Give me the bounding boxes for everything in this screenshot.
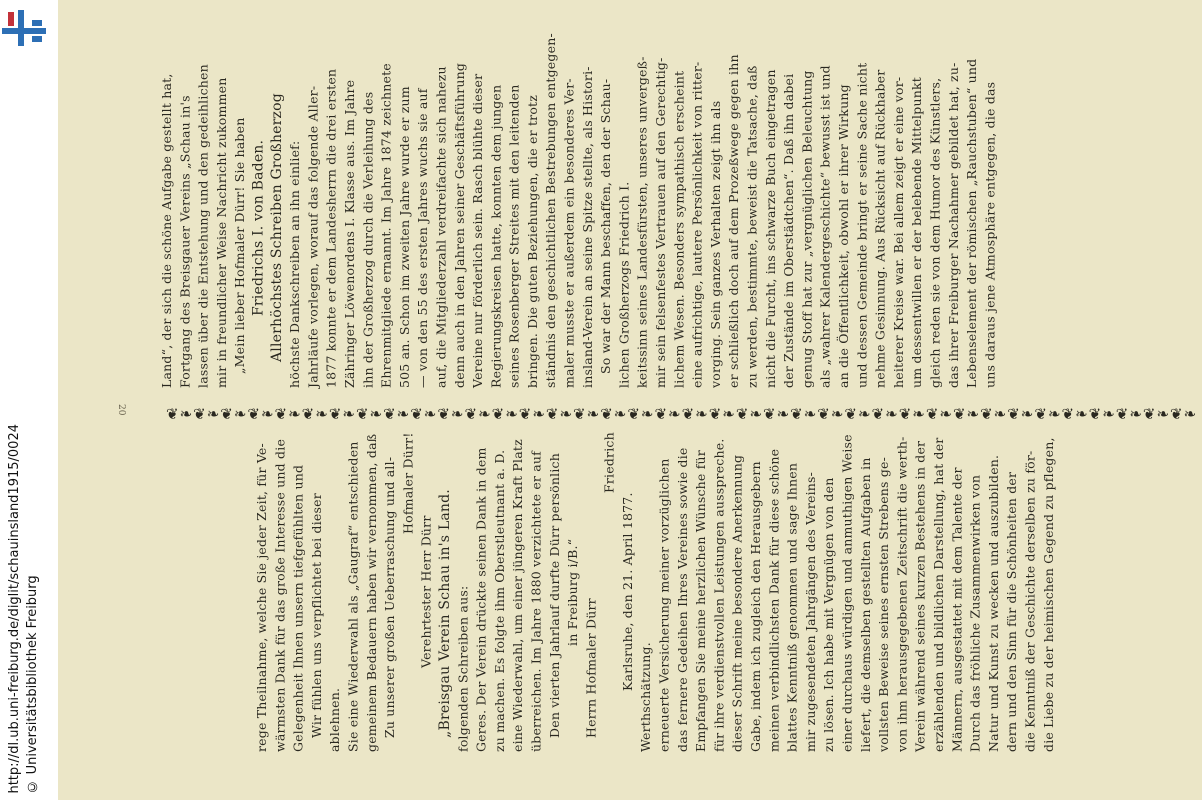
source-url[interactable]: http://dl.ub.uni-freiburg.de/diglit/schauinsland1915/0024 (7, 424, 22, 794)
text-line: eine aufrichtige, lautere Persönlichkeit von ritter- (689, 61, 705, 388)
text-line: von ihm herausgegebenen Zeitschrift die werth- (894, 436, 910, 752)
text-line: blattes Kenntniß genommen und sage Ihnen (784, 462, 800, 752)
text-line: ablehnen. (327, 687, 343, 752)
text-line: uns daraus jene Atmosphäre entgegen, die das (982, 81, 998, 388)
text-line: erneuerte Versicherung meiner vorzüglichen (656, 458, 672, 752)
text-line: Zu unserer großen Ueberraschung und all- (382, 456, 398, 738)
text-line: Empfangen Sie meine herzlichen Wünsche für (693, 450, 709, 752)
text-line: eine Wiederwahl, um einer jüngeren Kraft Platz (510, 439, 526, 752)
text-line: Durch das fröhliche Zusammenwirken von (967, 474, 983, 752)
text-line: folgenden Schreiben aus: (455, 585, 471, 752)
text-line: mir in freundlicher Weise Nachricht zukommen (213, 77, 229, 388)
text-line: Allerhöchstes Schreiben Großherzog (268, 93, 285, 363)
text-line: denn auch in den Jahren seiner Geschäftsführung (451, 62, 467, 388)
text-line: Ehrenmitgliede ernannt. Im Jahre 1874 zeichnete (378, 63, 394, 388)
text-line: mir zugesendeten Jahrgängen des Vereins- (802, 471, 818, 752)
text-line: und dessen Gemeinde bringt er seine Sache nicht (854, 62, 870, 388)
text-column-left (158, 33, 1148, 388)
text-line: lichem Wesen. Besonders sympathisch erscheint (671, 70, 687, 388)
text-line: gleich reden sie von dem Humor des Künstlers, (927, 77, 943, 388)
text-line: Sie eine Wiederwahl als „Gaugraf“ entschieden (345, 441, 361, 752)
text-line: auf, die Mitgliederzahl verdreifachte sich nahezu (433, 66, 449, 388)
text-line: nehme Gesinnung. Aus Rücksicht auf Rückhaber (872, 69, 888, 388)
text-line: vollsten Beweise seines ernsten Strebens ge- (876, 456, 892, 752)
text-line: Wir fühlen uns verpflichtet bei dieser (308, 493, 324, 738)
ornamental-divider: ❦❧❦❧❦❧❦❧❦❧❦❧❦❧❦❧❦❧❦❧❦❧❦❧❦❧❦❧❦❧❦❧❦❧❦❧❦❧❦❧❦❧❦❧❦❧❦❧❦❧❦❧❦❧❦❧❦❧❦❧❦❧❦❧❦❧❦❧❦❧❦❧❦❧❦❧ (166, 405, 1198, 423)
text-line: Zähringer Löwenordens I. Klasse aus. Im Jahre (341, 79, 357, 388)
text-line: insland-Verein an seine Spitze stellte, als Histori- (579, 66, 595, 388)
text-line: heiterer Kreise war. Bei allem zeigt er eine vor- (890, 76, 906, 388)
text-line: Regierungskreisen hatte, konnten dem jungen (488, 84, 504, 388)
text-line: für ihre verdienstvollen Leistungen ausspreche. (711, 438, 727, 752)
text-line: der Zustände im Oberstädtchen“. Daß ihn dabei (781, 73, 797, 388)
text-line: Fortgang des Breisgauer Vereins „Schau in's (177, 95, 193, 388)
ub-freiburg-logo-icon (2, 8, 46, 50)
text-line: 505 an. Schon im zweiten Jahre wurde er zum (396, 86, 412, 388)
copyright-notice: © Universitätsbibliothek Freiburg (25, 575, 40, 794)
text-line: So war der Mann beschaffen, den der Schau- (598, 78, 614, 374)
text-line: liefert, die demselben gestellten Aufgaben in (857, 457, 873, 752)
text-line: Karlsruhe, den 21. April 1877. (619, 492, 635, 692)
text-line: mir sein felsenfestes Vertrauen auf den Gerechtig- (653, 57, 669, 388)
text-line: seines Rosenberger Streites mit den leitenden (506, 84, 522, 388)
text-line: Friedrich (601, 432, 617, 493)
text-line: Geres. Der Verein drückte seinen Dank in dem (473, 447, 489, 752)
text-line: überreichen. Im Jahre 1880 verzichtete er auf (528, 450, 544, 752)
text-line: die Liebe zu der heimischen Gegend zu pflegen, (1040, 437, 1056, 752)
source-caption (6, 424, 42, 794)
text-line: dieser Schrift meine besondere Anerkennung (729, 454, 745, 752)
text-line: „Breisgau Verein Schau in's Land. (436, 489, 453, 738)
text-line: Gelegenheit Ihnen unsern tiefgefühlten und (290, 464, 306, 752)
viewer-sidebar (0, 0, 58, 800)
text-line: lassen über die Entstehung und den gedeihlichen (195, 64, 211, 388)
text-line: an die Öffentlichkeit, obwohl er ihrer Wirkung (835, 84, 851, 388)
text-line: höchste Dankschreiben an ihn einlief: (287, 140, 303, 388)
text-line: „Mein lieber Hofmaler Dürr! Sie haben (232, 117, 248, 374)
text-line: erzählenden und bildlichen Darstellung, hat der (930, 437, 946, 752)
text-line: Jahrläufe vorlegen, worauf das folgende Aller- (305, 85, 321, 388)
text-line: wärmsten Dank für das große Interesse und die (272, 438, 288, 752)
text-line: maler musste er außerdem ein besonderes Ver- (561, 78, 577, 388)
text-line: Den vierten Jahrlauf durfte Dürr persönlich (546, 453, 562, 738)
page-number: 20 (116, 404, 126, 416)
text-line: genug Stoff hat zur „vergnüglichen Beleuchtung (799, 70, 815, 388)
text-line: Natur und Kunst zu wecken und auszubilden. (985, 454, 1001, 752)
text-line: das fernere Gedeihen Ihres Vereines sowie die (674, 447, 690, 752)
text-line: Land“, der sich die schöne Aufgabe gestellt hat, (159, 73, 174, 388)
text-line: einer durchaus würdigen und anmuthigen Weise (839, 434, 855, 752)
text-line: gemeinem Bedauern haben wir vernommen, daß (363, 433, 379, 752)
text-line: Verehrtester Herr Dürr (418, 515, 434, 669)
text-line: zu machen. Es folgte ihm Oberstleutnant a. D. (491, 449, 507, 752)
text-line: — von den 55 des ersten Jahres wuchs sie auf (415, 88, 431, 388)
text-line: Friedrichs I. von Baden. (250, 139, 267, 317)
text-line: meinen verbindlichsten Dank für diese schöne (766, 448, 782, 752)
text-line: Verein während seines kurzen Bestehens in der (912, 440, 928, 752)
text-line: Gabe, indem ich zugleich den Herausgebern (748, 461, 764, 752)
text-line: ihn der Großherzog durch die Verleihung des (360, 91, 376, 388)
text-line: ständnis den geschichtlichen Bestrebungen entgegen- (543, 33, 559, 388)
text-line: als „wahrer Kalendergeschichte“ bewusst ist und (817, 65, 833, 388)
text-line: keitssinn seines Landesfürsten, unseres unvergeß- (634, 56, 650, 388)
text-line: die Kenntniß der Geschichte derselben zu för- (1022, 450, 1038, 752)
text-line: nicht die Furcht, ins schwarze Buch eingetragen (762, 69, 778, 388)
text-line: Hofmaler Dürr! (400, 432, 416, 534)
text-line: vorging. Sein ganzes Verhalten zeigt ihn als (707, 100, 723, 388)
text-line: Vereine nur förderlich sein. Rasch blühte dieser (470, 73, 486, 388)
text-line: zu werden, bestimmte, beweist die Tatsache, daß (744, 65, 760, 388)
text-line: rege Theilnahme, welche Sie jeder Zeit, für Ve- (254, 443, 269, 752)
text-line: Lebenselement der römischen „Rauchstuben“ und (964, 58, 980, 388)
text-line: lichen Großherzogs Friedrich I. (616, 181, 632, 388)
text-line: um dessentwillen er der belebende Mittelpunkt (909, 77, 925, 388)
scanned-page (58, 0, 1202, 800)
text-line: zu lösen. Ich habe mit Vergnügen von den (821, 477, 837, 752)
text-line: bringen. Die guten Beziehungen, die er trotz (524, 94, 540, 388)
text-line: 1877 konnte er dem Landesherrn die drei ersten (323, 68, 339, 388)
text-line: das ihrer Freiburger Nachahmer gebildet hat, zu- (945, 62, 961, 388)
text-line: Männern, ausgestattet mit dem Talente der (949, 467, 965, 752)
text-line: Herrn Hofmaler Dürr (583, 598, 599, 738)
text-line: in Freiburg i/B.“ (565, 538, 581, 646)
text-line: dern und den Sinn für die Schönheiten der (1004, 471, 1020, 752)
text-line: Werthschätzung. (638, 642, 654, 752)
text-column-right (253, 432, 1148, 752)
text-line: er schließlich doch auf dem Prozeßwege gegen ihn (726, 54, 742, 388)
